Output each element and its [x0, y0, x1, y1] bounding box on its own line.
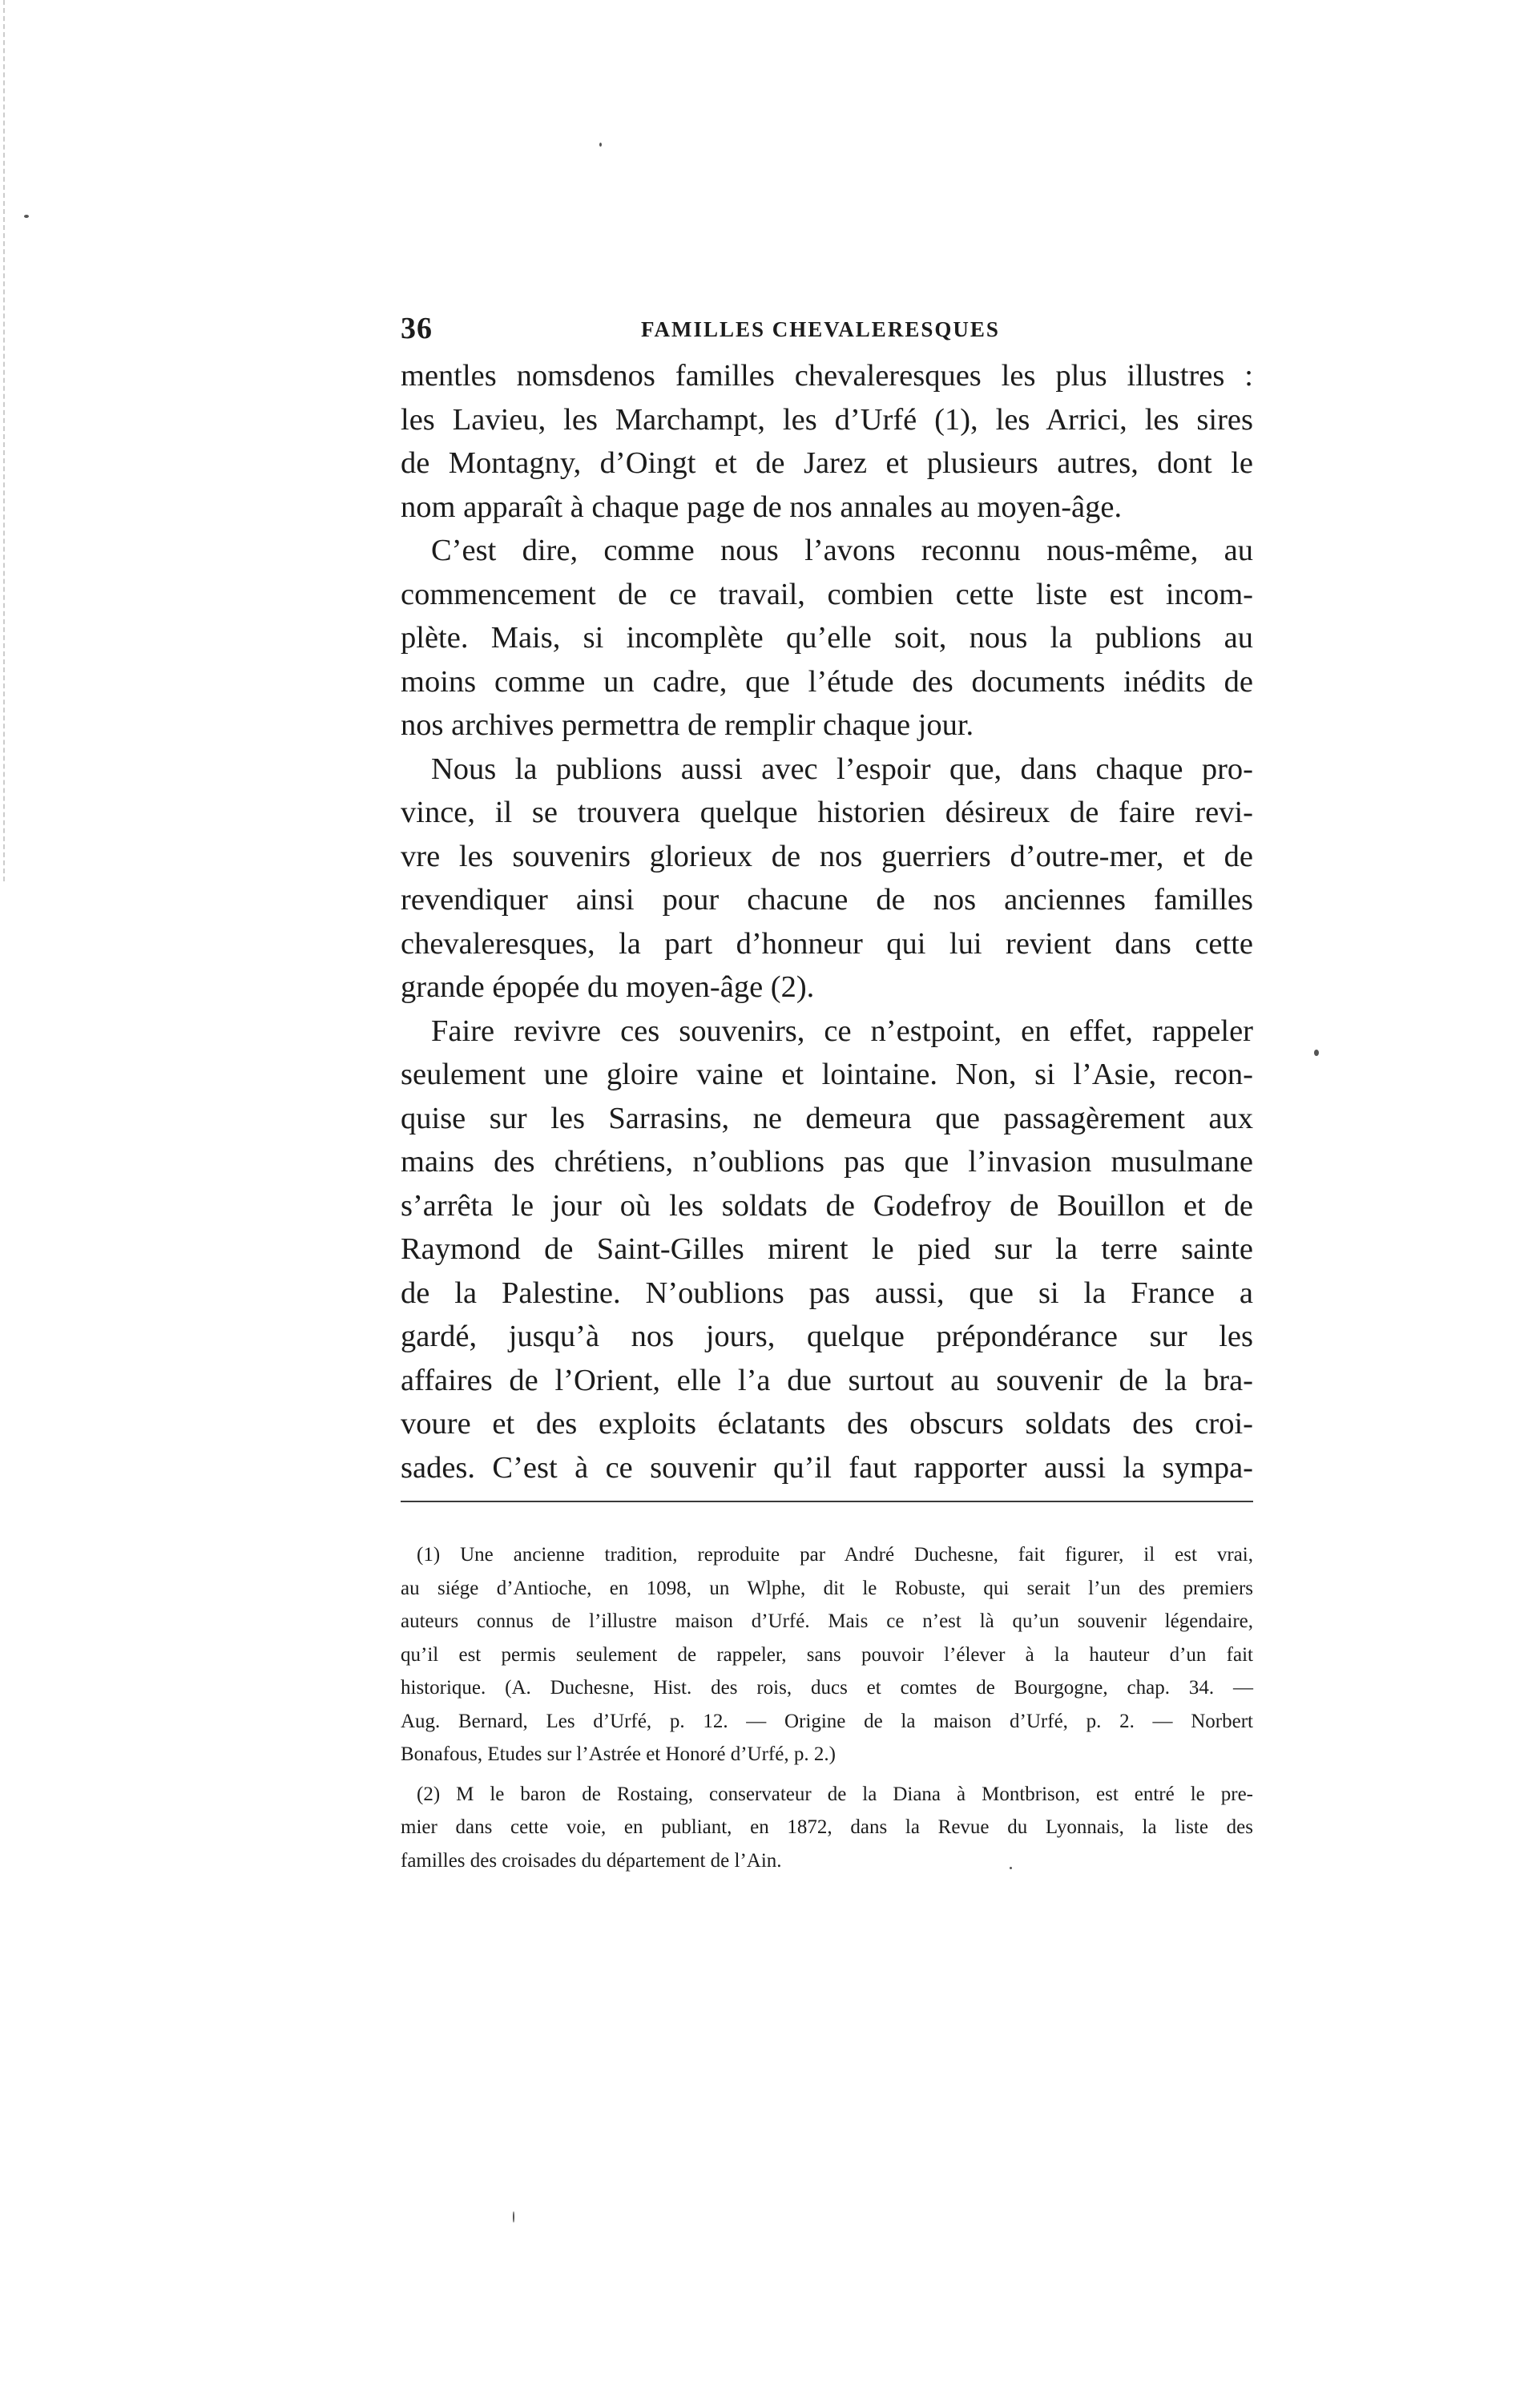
body-line: sades. C’est à ce souvenir qu’il faut rapporter aussi la sympa- — [401, 1450, 1253, 1485]
body-line: de Montagny, d’Oingt et de Jarez et plusieurs autres, dont le — [401, 446, 1253, 480]
footnote-line: Bonafous, Etudes sur l’Astrée et Honoré d’Urfé, p. 2.) — [401, 1743, 836, 1765]
body-line: vre les souvenirs glorieux de nos guerriers d’outre-mer, et de — [401, 839, 1253, 873]
page-number: 36 — [401, 312, 433, 345]
body-line: commencement de ce travail, combien cette liste est incom- — [401, 577, 1253, 611]
body-line: seulement une gloire vaine et lointaine. Non, si l’Asie, recon- — [401, 1058, 1253, 1091]
body-text — [401, 354, 1253, 1489]
footnote-line: qu’il est permis seulement de rappeler, sans pouvoir l’élever à la hauteur d’un fait — [401, 1643, 1253, 1666]
body-line: Nous la publions aussi avec l’espoir que, dans chaque pro- — [431, 752, 1253, 786]
footnote-line: familles des croisades du département de l’Ain. — [401, 1849, 782, 1872]
body-line: plète. Mais, si incomplète qu’elle soit, nous la publions au — [401, 621, 1253, 655]
footnote-line: auteurs connus de l’illustre maison d’Urfé. Mais ce n’est là qu’un souvenir légendaire, — [401, 1610, 1253, 1632]
scan-speck — [513, 2211, 514, 2223]
body-line: nom apparaît à chaque page de nos annales au moyen-âge. — [401, 490, 1123, 524]
page-edge-mark — [3, 0, 5, 881]
footnote-line: (2) M le baron de Rostaing, conservateur de la Diana à Montbrison, est entré le pre- — [417, 1783, 1253, 1805]
scan-speck — [24, 215, 29, 218]
footnotes — [401, 1538, 1253, 1877]
body-line: chevaleresques, la part d’honneur qui lui revient dans cette — [401, 926, 1253, 961]
scan-speck — [1314, 1050, 1319, 1056]
footnote-line: au siége d’Antioche, en 1098, un Wlphe, dit le Robuste, qui serait l’un des premiers — [401, 1577, 1253, 1599]
body-line: gardé, jusqu’à nos jours, quelque prépondérance sur les — [401, 1320, 1253, 1353]
scan-speck — [1010, 1867, 1012, 1869]
footnote-separator — [401, 1501, 1253, 1502]
body-line: moins comme un cadre, que l’étude des documents inédits de — [401, 664, 1253, 699]
body-line: Faire revivre ces souvenirs, ce n’estpoint, en effet, rappeler — [431, 1014, 1253, 1048]
body-line: nos archives permettra de remplir chaque jour. — [401, 708, 974, 742]
footnote-line: mier dans cette voie, en publiant, en 1872, dans la Revue du Lyonnais, la liste des — [401, 1816, 1253, 1838]
page-header — [401, 311, 1253, 349]
body-line: mentles nomsdenos familles chevaleresques les plus illustres : — [401, 359, 1253, 393]
body-line: grande épopée du moyen-âge (2). — [401, 970, 815, 1004]
body-line: de la Palestine. N’oublions pas aussi, que si la France a — [401, 1276, 1253, 1310]
footnote-line: (1) Une ancienne tradition, reproduite par André Duchesne, fait figurer, il est vrai, — [417, 1544, 1253, 1566]
body-line: Raymond de Saint-Gilles mirent le pied sur la terre sainte — [401, 1232, 1253, 1266]
body-line: C’est dire, comme nous l’avons reconnu nous-même, au — [431, 534, 1253, 567]
running-head: FAMILLES CHEVALERESQUES — [641, 317, 1000, 341]
scan-speck — [599, 143, 602, 147]
body-line: mains des chrétiens, n’oublions pas que l’invasion musulmane — [401, 1145, 1253, 1179]
body-line: vince, il se trouvera quelque historien désireux de faire revi- — [401, 796, 1253, 829]
body-line: quise sur les Sarrasins, ne demeura que passagèrement aux — [401, 1101, 1253, 1135]
body-line: voure et des exploits éclatants des obscurs soldats des croi- — [401, 1407, 1253, 1441]
footnote-line: Aug. Bernard, Les d’Urfé, p. 12. — Origine de la maison d’Urfé, p. 2. — Norbert — [401, 1710, 1253, 1732]
body-line: s’arrêta le jour où les soldats de Godefroy de Bouillon et de — [401, 1188, 1253, 1223]
body-line: revendiquer ainsi pour chacune de nos anciennes familles — [401, 883, 1253, 917]
body-line: les Lavieu, les Marchampt, les d’Urfé (1), les Arrici, les sires — [401, 402, 1253, 437]
body-line: affaires de l’Orient, elle l’a due surtout au souvenir de la bra- — [401, 1363, 1253, 1397]
footnote-line: historique. (A. Duchesne, Hist. des rois, ducs et comtes de Bourgogne, chap. 34. — — [401, 1677, 1253, 1699]
